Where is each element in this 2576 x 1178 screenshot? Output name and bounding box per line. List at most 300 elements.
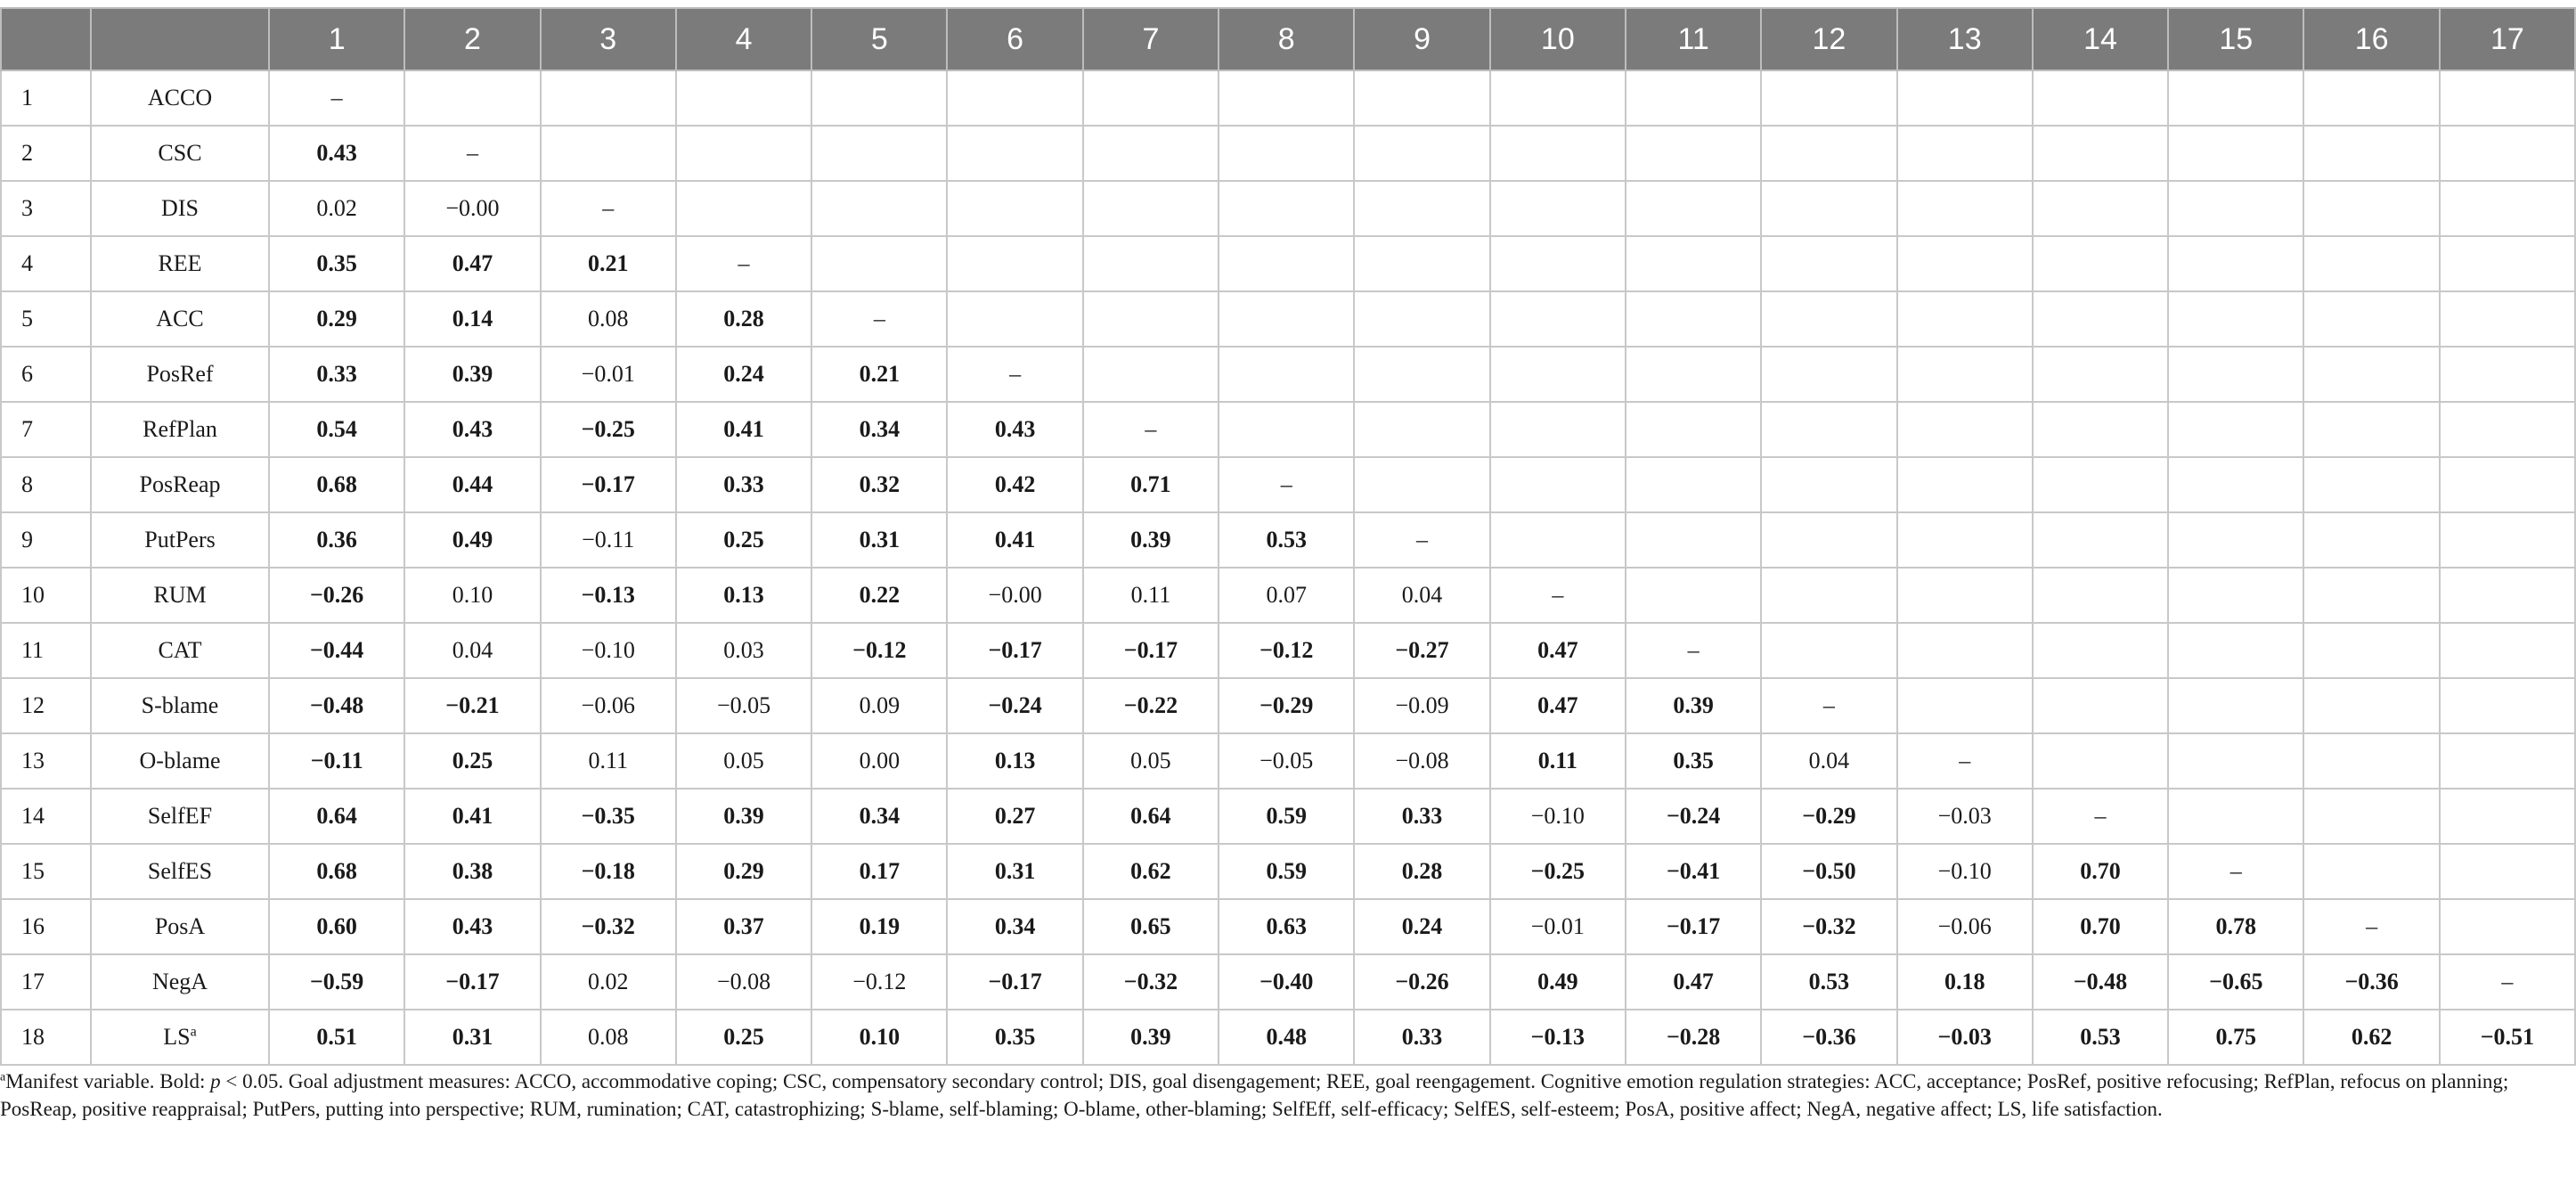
empty-cell (2440, 347, 2575, 402)
correlation-cell: 0.31 (404, 1010, 540, 1065)
row-number: 11 (1, 623, 91, 678)
row-number: 17 (1, 954, 91, 1010)
correlation-cell: 0.75 (2168, 1010, 2303, 1065)
correlation-cell: −0.24 (1626, 789, 1761, 844)
table-row (1, 954, 2575, 1010)
correlation-cell: 0.64 (269, 789, 404, 844)
empty-cell (1219, 402, 1354, 457)
empty-cell (1761, 568, 1896, 623)
correlation-cell: – (1626, 623, 1761, 678)
column-header: 8 (1219, 8, 1354, 70)
correlation-cell: 0.09 (811, 678, 947, 733)
row-number: 18 (1, 1010, 91, 1065)
empty-cell (2033, 402, 2168, 457)
empty-cell (1626, 181, 1761, 236)
variable-name: DIS (161, 195, 199, 221)
footnote-p-symbol: p (210, 1070, 221, 1092)
column-header: 6 (947, 8, 1082, 70)
empty-cell (2033, 291, 2168, 347)
correlation-cell: −0.29 (1219, 678, 1354, 733)
empty-cell (2440, 789, 2575, 844)
empty-cell (1490, 402, 1626, 457)
empty-cell (1897, 457, 2033, 512)
empty-cell (1490, 291, 1626, 347)
correlation-cell: – (2168, 844, 2303, 899)
empty-cell (1626, 568, 1761, 623)
correlation-cell: −0.40 (1219, 954, 1354, 1010)
empty-cell (2033, 623, 2168, 678)
empty-cell (947, 126, 1082, 181)
table-footnote (0, 1068, 2565, 1123)
correlation-cell: 0.53 (2033, 1010, 2168, 1065)
correlation-cell: 0.04 (404, 623, 540, 678)
empty-cell (2303, 678, 2439, 733)
empty-cell (2440, 126, 2575, 181)
empty-cell (2440, 623, 2575, 678)
table-row (1, 1010, 2575, 1065)
correlation-cell: 0.33 (269, 347, 404, 402)
empty-cell (2033, 347, 2168, 402)
row-number: 16 (1, 899, 91, 954)
empty-cell (1219, 126, 1354, 181)
correlation-cell: −0.05 (676, 678, 811, 733)
empty-cell (1897, 568, 2033, 623)
correlation-cell: 0.05 (1083, 733, 1219, 789)
correlation-cell: 0.13 (676, 568, 811, 623)
row-variable-label (91, 899, 269, 954)
empty-cell (2440, 733, 2575, 789)
correlation-cell: 0.35 (947, 1010, 1082, 1065)
correlation-cell: −0.59 (269, 954, 404, 1010)
correlation-cell: 0.43 (404, 899, 540, 954)
empty-cell (2033, 181, 2168, 236)
correlation-cell: −0.12 (811, 623, 947, 678)
correlation-cell: −0.03 (1897, 1010, 2033, 1065)
empty-cell (1354, 236, 1489, 291)
empty-cell (541, 126, 676, 181)
correlation-cell: 0.54 (269, 402, 404, 457)
empty-cell (811, 236, 947, 291)
correlation-cell: 0.47 (404, 236, 540, 291)
row-variable-label (91, 678, 269, 733)
correlation-cell: 0.32 (811, 457, 947, 512)
table-row (1, 512, 2575, 568)
empty-cell (1354, 457, 1489, 512)
correlation-cell: 0.08 (541, 1010, 676, 1065)
empty-cell (811, 70, 947, 126)
column-header: 12 (1761, 8, 1896, 70)
correlation-cell: 0.47 (1626, 954, 1761, 1010)
correlation-cell: 0.25 (676, 512, 811, 568)
correlation-cell: 0.18 (1897, 954, 2033, 1010)
empty-cell (2440, 457, 2575, 512)
correlation-cell: 0.28 (676, 291, 811, 347)
row-variable-label (91, 402, 269, 457)
empty-cell (1897, 678, 2033, 733)
correlation-cell: −0.11 (541, 512, 676, 568)
correlation-cell: 0.51 (269, 1010, 404, 1065)
empty-cell (1897, 126, 2033, 181)
empty-cell (2168, 457, 2303, 512)
correlation-cell: 0.78 (2168, 899, 2303, 954)
empty-cell (2168, 789, 2303, 844)
correlation-cell: −0.51 (2440, 1010, 2575, 1065)
empty-cell (1083, 236, 1219, 291)
correlation-cell: 0.53 (1761, 954, 1896, 1010)
column-header: 1 (269, 8, 404, 70)
empty-cell (2303, 789, 2439, 844)
empty-cell (1490, 457, 1626, 512)
correlation-cell: – (1490, 568, 1626, 623)
row-number: 5 (1, 291, 91, 347)
empty-cell (1490, 236, 1626, 291)
correlation-cell: 0.38 (404, 844, 540, 899)
empty-cell (2440, 402, 2575, 457)
empty-cell (1761, 70, 1896, 126)
correlation-cell: 0.11 (541, 733, 676, 789)
correlation-cell: 0.21 (541, 236, 676, 291)
empty-cell (1083, 126, 1219, 181)
empty-cell (2168, 291, 2303, 347)
empty-cell (2440, 844, 2575, 899)
empty-cell (1083, 70, 1219, 126)
correlation-cell: 0.27 (947, 789, 1082, 844)
empty-cell (1219, 347, 1354, 402)
table-row (1, 789, 2575, 844)
row-number: 6 (1, 347, 91, 402)
empty-cell (1897, 512, 2033, 568)
correlation-cell: 0.08 (541, 291, 676, 347)
empty-cell (2440, 678, 2575, 733)
correlation-cell: 0.10 (404, 568, 540, 623)
empty-cell (2440, 181, 2575, 236)
correlation-cell: −0.17 (541, 457, 676, 512)
empty-cell (1761, 457, 1896, 512)
table-body (1, 70, 2575, 1065)
row-variable-label (91, 291, 269, 347)
empty-cell (1354, 70, 1489, 126)
correlation-cell: −0.03 (1897, 789, 2033, 844)
empty-cell (2033, 70, 2168, 126)
table-row (1, 457, 2575, 512)
empty-cell (1761, 181, 1896, 236)
empty-cell (1490, 347, 1626, 402)
correlation-cell: 0.05 (676, 733, 811, 789)
empty-cell (2303, 347, 2439, 402)
correlation-cell: 0.02 (541, 954, 676, 1010)
correlation-cell: −0.32 (1083, 954, 1219, 1010)
correlation-cell: −0.26 (269, 568, 404, 623)
column-header: 3 (541, 8, 676, 70)
empty-cell (1626, 402, 1761, 457)
empty-cell (1354, 291, 1489, 347)
correlation-cell: −0.12 (811, 954, 947, 1010)
correlation-cell: – (676, 236, 811, 291)
empty-cell (1490, 70, 1626, 126)
column-header: 14 (2033, 8, 2168, 70)
variable-name: SelfES (147, 858, 213, 884)
correlation-cell: −0.06 (541, 678, 676, 733)
variable-name: PosReap (139, 471, 221, 497)
empty-cell (1761, 402, 1896, 457)
empty-cell (811, 126, 947, 181)
correlation-cell: 0.31 (811, 512, 947, 568)
empty-cell (2033, 236, 2168, 291)
correlation-cell: – (1083, 402, 1219, 457)
variable-name: PosRef (146, 361, 214, 387)
empty-cell (1490, 512, 1626, 568)
correlation-cell: 0.34 (811, 402, 947, 457)
correlation-cell: 0.70 (2033, 899, 2168, 954)
correlation-cell: – (269, 70, 404, 126)
correlation-cell: 0.37 (676, 899, 811, 954)
variable-name: RefPlan (143, 416, 217, 442)
column-header: 17 (2440, 8, 2575, 70)
correlation-cell: 0.13 (947, 733, 1082, 789)
empty-cell (1626, 347, 1761, 402)
empty-cell (1219, 291, 1354, 347)
empty-cell (2440, 236, 2575, 291)
correlation-cell: 0.41 (676, 402, 811, 457)
table-row (1, 347, 2575, 402)
empty-cell (1897, 181, 2033, 236)
correlation-cell: −0.24 (947, 678, 1082, 733)
empty-cell (1626, 291, 1761, 347)
row-variable-label (91, 457, 269, 512)
correlation-cell: −0.17 (1083, 623, 1219, 678)
empty-cell (811, 181, 947, 236)
correlation-cell: −0.25 (541, 402, 676, 457)
correlation-cell: −0.22 (1083, 678, 1219, 733)
empty-cell (676, 70, 811, 126)
correlation-cell: – (1897, 733, 2033, 789)
table-header-row (1, 8, 2575, 70)
empty-cell (541, 70, 676, 126)
correlation-cell: 0.03 (676, 623, 811, 678)
column-header (1, 8, 91, 70)
row-variable-label (91, 844, 269, 899)
variable-name: O-blame (139, 748, 221, 773)
empty-cell (2440, 568, 2575, 623)
correlation-cell: 0.02 (269, 181, 404, 236)
table-row (1, 568, 2575, 623)
table-row (1, 678, 2575, 733)
footnote-marker: a (190, 1024, 197, 1040)
correlation-cell: 0.10 (811, 1010, 947, 1065)
empty-cell (2168, 623, 2303, 678)
empty-cell (1083, 347, 1219, 402)
empty-cell (1626, 70, 1761, 126)
empty-cell (2033, 733, 2168, 789)
empty-cell (1626, 126, 1761, 181)
empty-cell (1897, 347, 2033, 402)
correlation-cell: – (1219, 457, 1354, 512)
correlation-cell: 0.29 (269, 291, 404, 347)
correlation-cell: 0.19 (811, 899, 947, 954)
correlation-cell: – (404, 126, 540, 181)
correlation-cell: 0.48 (1219, 1010, 1354, 1065)
row-number: 13 (1, 733, 91, 789)
empty-cell (1626, 457, 1761, 512)
correlation-cell: 0.39 (676, 789, 811, 844)
footnote-marker: a (0, 1070, 6, 1084)
empty-cell (2168, 70, 2303, 126)
correlation-cell: −0.50 (1761, 844, 1896, 899)
empty-cell (947, 236, 1082, 291)
correlation-cell: – (2440, 954, 2575, 1010)
correlation-cell: −0.08 (676, 954, 811, 1010)
correlation-cell: −0.10 (541, 623, 676, 678)
correlation-cell: −0.26 (1354, 954, 1489, 1010)
correlation-cell: 0.33 (1354, 789, 1489, 844)
variable-name: CSC (158, 140, 202, 166)
row-variable-label (91, 512, 269, 568)
correlation-cell: −0.32 (1761, 899, 1896, 954)
empty-cell (947, 70, 1082, 126)
empty-cell (1626, 236, 1761, 291)
column-header (91, 8, 269, 70)
correlation-cell: 0.31 (947, 844, 1082, 899)
empty-cell (2168, 678, 2303, 733)
variable-name: LS (163, 1024, 191, 1050)
empty-cell (1761, 512, 1896, 568)
empty-cell (1761, 291, 1896, 347)
row-variable-label (91, 789, 269, 844)
empty-cell (1354, 402, 1489, 457)
correlation-cell: −0.09 (1354, 678, 1489, 733)
empty-cell (1761, 236, 1896, 291)
empty-cell (1897, 70, 2033, 126)
correlation-cell: – (541, 181, 676, 236)
correlation-cell: 0.07 (1219, 568, 1354, 623)
table-row (1, 291, 2575, 347)
correlation-cell: −0.06 (1897, 899, 2033, 954)
correlation-cell: −0.08 (1354, 733, 1489, 789)
correlation-cell: 0.11 (1083, 568, 1219, 623)
row-number: 4 (1, 236, 91, 291)
empty-cell (1219, 181, 1354, 236)
correlation-cell: 0.68 (269, 844, 404, 899)
correlation-cell: 0.39 (1083, 512, 1219, 568)
correlation-cell: 0.62 (2303, 1010, 2439, 1065)
correlation-cell: – (811, 291, 947, 347)
row-variable-label (91, 733, 269, 789)
correlation-cell: 0.33 (1354, 1010, 1489, 1065)
empty-cell (1761, 126, 1896, 181)
correlation-cell: 0.00 (811, 733, 947, 789)
correlation-cell: – (2033, 789, 2168, 844)
column-header: 13 (1897, 8, 2033, 70)
correlation-cell: −0.32 (541, 899, 676, 954)
table-row (1, 844, 2575, 899)
correlation-cell: 0.53 (1219, 512, 1354, 568)
correlation-cell: 0.04 (1354, 568, 1489, 623)
correlation-cell: 0.42 (947, 457, 1082, 512)
empty-cell (2033, 457, 2168, 512)
empty-cell (676, 126, 811, 181)
correlation-cell: 0.63 (1219, 899, 1354, 954)
correlation-cell: −0.25 (1490, 844, 1626, 899)
empty-cell (2303, 457, 2439, 512)
correlation-cell: −0.36 (2303, 954, 2439, 1010)
variable-name: ACC (156, 306, 204, 331)
empty-cell (1354, 181, 1489, 236)
row-number: 8 (1, 457, 91, 512)
correlation-cell: −0.36 (1761, 1010, 1896, 1065)
correlation-cell: 0.35 (1626, 733, 1761, 789)
correlation-cell: −0.48 (269, 678, 404, 733)
correlation-cell: −0.12 (1219, 623, 1354, 678)
empty-cell (2168, 236, 2303, 291)
row-variable-label (91, 347, 269, 402)
empty-cell (1761, 623, 1896, 678)
empty-cell (2168, 126, 2303, 181)
correlation-cell: 0.25 (404, 733, 540, 789)
correlation-cell: 0.41 (404, 789, 540, 844)
correlation-cell: – (1761, 678, 1896, 733)
correlation-cell: 0.21 (811, 347, 947, 402)
correlation-cell: 0.36 (269, 512, 404, 568)
correlation-cell: 0.49 (1490, 954, 1626, 1010)
correlation-cell: 0.43 (404, 402, 540, 457)
column-header: 5 (811, 8, 947, 70)
footnote-text-start: Manifest variable. Bold: (5, 1070, 211, 1092)
empty-cell (1897, 623, 2033, 678)
correlation-cell: −0.01 (541, 347, 676, 402)
correlation-cell: −0.21 (404, 678, 540, 733)
correlation-cell: 0.59 (1219, 789, 1354, 844)
correlation-cell: 0.34 (947, 899, 1082, 954)
correlation-cell: 0.47 (1490, 678, 1626, 733)
empty-cell (1354, 347, 1489, 402)
empty-cell (2303, 291, 2439, 347)
empty-cell (1083, 181, 1219, 236)
correlation-cell: 0.39 (1626, 678, 1761, 733)
empty-cell (2033, 126, 2168, 181)
variable-name: PosA (154, 913, 206, 939)
table-row (1, 733, 2575, 789)
row-variable-label (91, 126, 269, 181)
empty-cell (2168, 733, 2303, 789)
correlation-cell: 0.62 (1083, 844, 1219, 899)
empty-cell (2303, 402, 2439, 457)
empty-cell (2168, 181, 2303, 236)
empty-cell (1083, 291, 1219, 347)
row-number: 9 (1, 512, 91, 568)
variable-name: RUM (153, 582, 207, 608)
empty-cell (1490, 126, 1626, 181)
correlation-cell: −0.17 (404, 954, 540, 1010)
empty-cell (2303, 512, 2439, 568)
correlation-cell: −0.17 (947, 954, 1082, 1010)
correlation-cell: 0.47 (1490, 623, 1626, 678)
empty-cell (2168, 512, 2303, 568)
variable-name: S-blame (141, 692, 219, 718)
empty-cell (2303, 236, 2439, 291)
row-variable-label (91, 568, 269, 623)
correlation-cell: 0.22 (811, 568, 947, 623)
correlation-cell: 0.43 (269, 126, 404, 181)
correlation-cell: 0.59 (1219, 844, 1354, 899)
correlation-cell: −0.27 (1354, 623, 1489, 678)
empty-cell (1761, 347, 1896, 402)
correlation-cell: −0.13 (541, 568, 676, 623)
correlation-cell: 0.70 (2033, 844, 2168, 899)
empty-cell (2168, 347, 2303, 402)
correlation-cell: 0.28 (1354, 844, 1489, 899)
variable-name: PutPers (144, 527, 216, 552)
correlation-cell: −0.01 (1490, 899, 1626, 954)
